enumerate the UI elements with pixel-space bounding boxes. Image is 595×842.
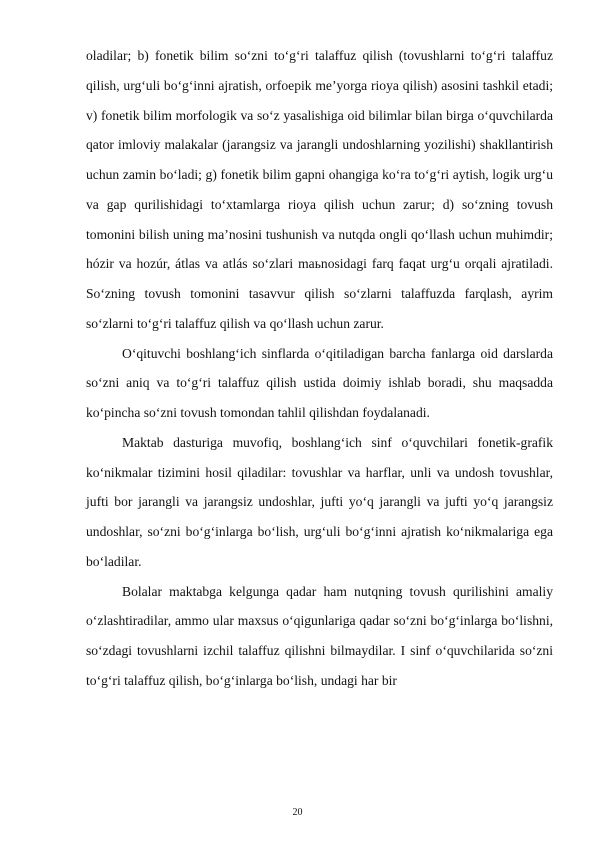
paragraph-2: O‘qituvchi boshlang‘ich sinflarda o‘qitiladigan barcha fanlarga oid darslarda so‘zni aniq va to‘g‘ri talaffuz qilish ustida doimiy ishlab boradi, shu maqsadda ko‘pincha so‘zni tovush tomondan tahlil qilishdan foydalanadi. [86, 345, 553, 420]
paragraph-4: Bolalar maktabga kelgunga qadar ham nutqning tovush qurilishini amaliy o‘zlashtiradilar, ammo ular maxsus o‘qigunlariga qadar so‘zni bo‘g‘inlarga bo‘lishni, so‘zdagi tovushlarni izchil talaffuz qilishni bilmaydilar. I sinf o‘quvchilarida so‘zni to‘g‘ri talaffuz qilish, bo‘g‘inlarga bo‘lish, undagi har bir [86, 583, 553, 688]
page-number: 20 [292, 807, 303, 818]
body-text [86, 41, 553, 696]
paragraph-3: Maktab dasturiga muvofiq, boshlang‘ich sinf o‘quvchilari fonetik-grafik ko‘nikmalar tizimini hosil qiladilar: tovushlar va harflar, unli va undosh tovushlar, jufti bor jarangli va jarangsiz undoshlar, jufti yo‘q jarangli va jufti yo‘q jarangsiz undoshlar, so‘zni bo‘g‘inlarga bo‘lish, urg‘uli bo‘g‘inni ajratish ko‘nikmalariga ega bo‘ladilar. [86, 434, 553, 569]
paragraph-1: oladilar; b) fonetik bilim so‘zni to‘g‘ri talaffuz qilish (tovushlarni to‘g‘ri talaffuz qilish, urg‘uli bo‘g‘inni ajratish, orfoepik me’yorga rioya qilish) asosini tashkil etadi; v) fonetik bilim morfologik va so‘z yasalishiga oid bilimlar bilan birga o‘quvchilarda qator imloviy malakalar (jarangsiz va jarangli undoshlarning yozilishi) shakllantirish uchun zamin bo‘ladi; g) fonetik bilim gapni ohangiga ko‘ra to‘g‘ri aytish, logik urg‘u va gap qurilishidagi to‘xtamlarga rioya qilish uchun zarur; d) so‘zning tovush tomonini bilish uning ma’nosini tushunish va nutqda ongli qo‘llash uchun muhimdir; hózir va hozúr, átlas va atlás so‘zlari maьnosidagi farq faqat urg‘u orqali ajratiladi. So‘zning tovush tomonini tasavvur qilish so‘zlarni talaffuzda farqlash, ayrim so‘zlarni to‘g‘ri talaffuz qilish va qo‘llash uchun zarur. [86, 48, 553, 331]
